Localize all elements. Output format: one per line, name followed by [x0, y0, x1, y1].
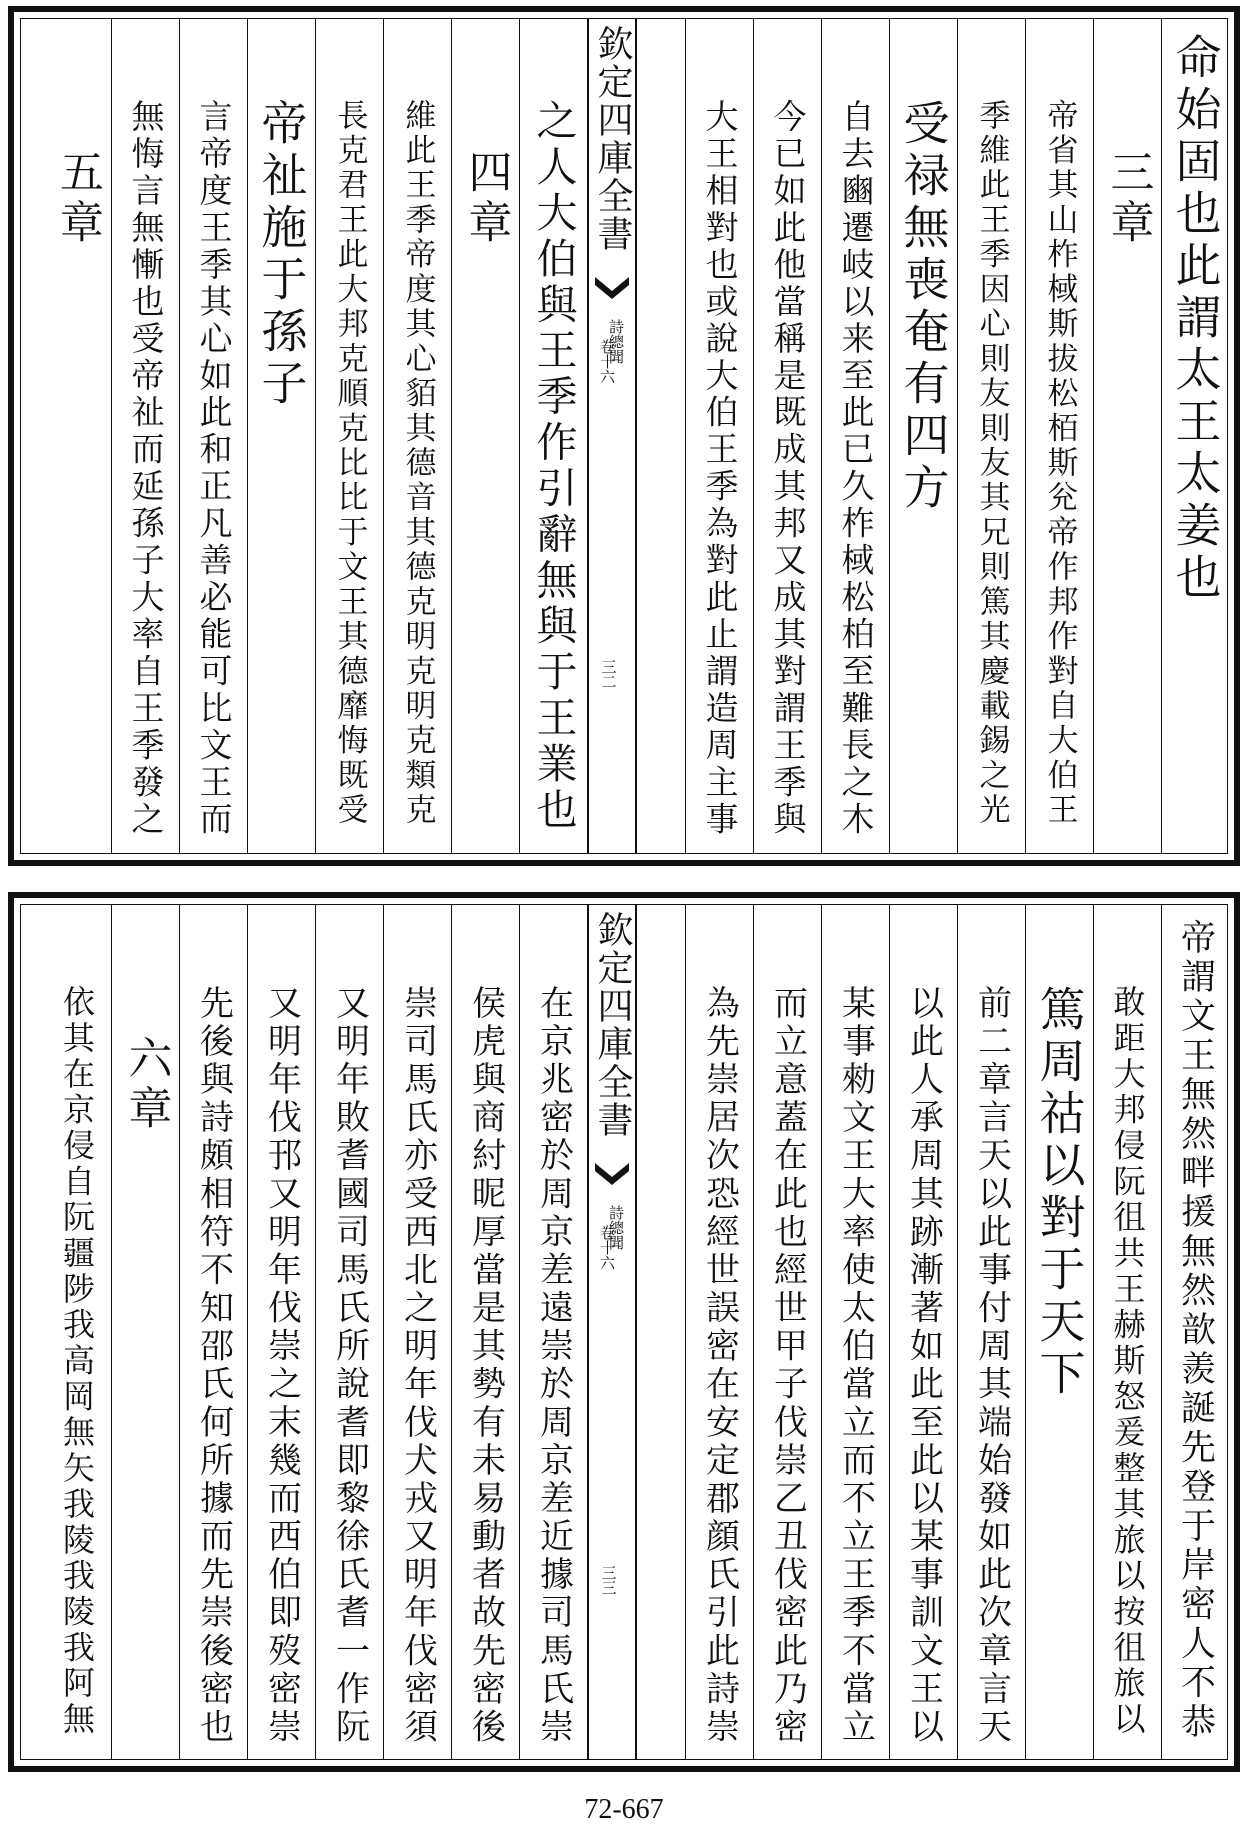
- bottom-page-frame: [8, 892, 1240, 1772]
- top-column-text: 無悔言無慚也受帝祉而延孫子大率自王季發之: [126, 99, 166, 839]
- top-column-text: 命始固也此謂太王太姜也: [1168, 33, 1223, 605]
- bottom-column-text: 敢距大邦侵阮徂共王赫斯怒爰整其旅以按徂旅以: [1108, 985, 1147, 1738]
- top-volume: 卷十六: [598, 339, 616, 384]
- top-column-text: 受禄無喪奄有四方: [896, 99, 951, 515]
- top-column: [519, 19, 587, 853]
- bottom-column: [247, 905, 315, 1759]
- bottom-book-name: 詩總聞: [607, 1205, 625, 1250]
- bottom-book-title: 欽定四庫全書: [592, 911, 633, 1139]
- top-column-text: 帝祉施于孫子: [254, 99, 309, 411]
- top-column: [383, 19, 451, 853]
- top-column: [1093, 19, 1161, 853]
- top-column-text: 五章: [52, 149, 103, 249]
- bottom-column: [315, 905, 383, 1759]
- top-column-text: 大王相對也或說大伯王季為對此止謂造周主事: [700, 99, 740, 839]
- bottom-column-text: 崇司馬氏亦受西北之明年伐犬戎又明年伐密須: [397, 985, 438, 1747]
- top-center-gutter: [587, 19, 637, 853]
- fish-tail-mark-icon: [595, 1163, 629, 1185]
- top-column: [247, 19, 315, 853]
- bottom-center-gutter: [587, 905, 637, 1759]
- bottom-column: [753, 905, 821, 1759]
- top-column-text: 三章: [1102, 149, 1154, 249]
- top-book-name: 詩總聞: [607, 319, 625, 364]
- bottom-column-text: 侯虎與商紂昵厚當是其勢有未易動者故先密後: [465, 985, 506, 1747]
- bottom-column: [1025, 905, 1093, 1759]
- bottom-column: [43, 905, 111, 1759]
- top-column: [753, 19, 821, 853]
- top-column: [685, 19, 753, 853]
- top-column-text: 帝省其山柞棫斯拔松栢斯兊帝作邦作對自大伯王: [1041, 99, 1078, 829]
- bottom-column-text: 而立意蓋在此也經世甲子伐崇乙丑伐密此乃密: [767, 985, 808, 1747]
- top-column: [43, 19, 111, 853]
- bottom-page-inner: [20, 904, 1228, 1760]
- bottom-column-text: 篤周祜以對于天下: [1032, 985, 1087, 1401]
- top-column-text: 四章: [460, 149, 512, 249]
- top-column: [1161, 19, 1229, 853]
- bottom-column: [111, 905, 179, 1759]
- bottom-page-number: 三三: [599, 1565, 618, 1595]
- bottom-column-text: 六章: [120, 1035, 172, 1135]
- top-column: [1025, 19, 1093, 853]
- bottom-column: [383, 905, 451, 1759]
- top-page-inner: [20, 18, 1228, 854]
- top-column-text: 自去豳遷岐以来至此已久柞棫松柏至難長之木: [836, 99, 876, 839]
- bottom-column-text: 某事勑文王大率使太伯當立而不立王季不當立: [835, 985, 876, 1747]
- top-page-number: 三二: [599, 659, 618, 689]
- top-column: [111, 19, 179, 853]
- top-book-title: 欽定四庫全書: [592, 25, 633, 253]
- top-column-text: 今已如此他當稱是既成其邦又成其對謂王季與: [768, 99, 808, 839]
- bottom-column: [179, 905, 247, 1759]
- bottom-column-text: 帝謂文王無然畔援無然歆羨誕先登于岸密人不恭: [1175, 919, 1216, 1743]
- bottom-column: [685, 905, 753, 1759]
- bottom-column-text: 前二章言天以此事付周其端始發如此次章言天: [971, 985, 1012, 1747]
- bottom-column-text: 又明年敗耆國司馬氏所說耆即黎徐氏耆一作阮: [329, 985, 370, 1747]
- bottom-column-text: 在京兆密於周京差遠崇於周京差近據司馬氏崇: [533, 985, 574, 1747]
- top-column: [179, 19, 247, 853]
- bottom-column-text: 又明年伐邘又明年伐崇之末幾而西伯即歿密崇: [261, 985, 302, 1747]
- top-column: [821, 19, 889, 853]
- bottom-column: [957, 905, 1025, 1759]
- bottom-column: [821, 905, 889, 1759]
- bottom-volume: 卷十六: [598, 1225, 616, 1270]
- bottom-column-text: 為先崇居次恐經世誤密在安定郡顔氏引此詩崇: [699, 985, 740, 1747]
- top-column-text: 維此王季帝度其心貊其德音其德克明克明克類克: [399, 99, 436, 829]
- top-column-text: 言帝度王季其心如此和正凡善必能可比文王而: [194, 99, 234, 839]
- top-column: [889, 19, 957, 853]
- bottom-column: [889, 905, 957, 1759]
- top-column: [451, 19, 519, 853]
- top-column-text: 季維此王季因心則友則友其兄則篤其慶載錫之光: [973, 99, 1010, 829]
- top-page-frame: [8, 6, 1240, 866]
- bottom-column: [1161, 905, 1229, 1759]
- top-column-text: 長克君王此大邦克順克比比于文王其德靡悔既受: [331, 99, 368, 829]
- top-column: [315, 19, 383, 853]
- fish-tail-mark-icon: [595, 277, 629, 299]
- bottom-column-text: 依其在京侵自阮疆陟我高岡無矢我陵我陵我阿無: [58, 985, 96, 1738]
- bottom-column-text: 先後與詩頗相符不知邵氏何所據而先崇後密也: [193, 985, 234, 1747]
- top-column-text: 之人大伯與王季作引辭無與于王業也: [529, 99, 578, 834]
- bottom-column: [1093, 905, 1161, 1759]
- page-footer-number: 72-667: [584, 1794, 664, 1825]
- bottom-column-text: 以此人承周其跡漸著如此至此以某事訓文王以: [903, 985, 944, 1747]
- top-column: [957, 19, 1025, 853]
- bottom-column: [519, 905, 587, 1759]
- bottom-column: [451, 905, 519, 1759]
